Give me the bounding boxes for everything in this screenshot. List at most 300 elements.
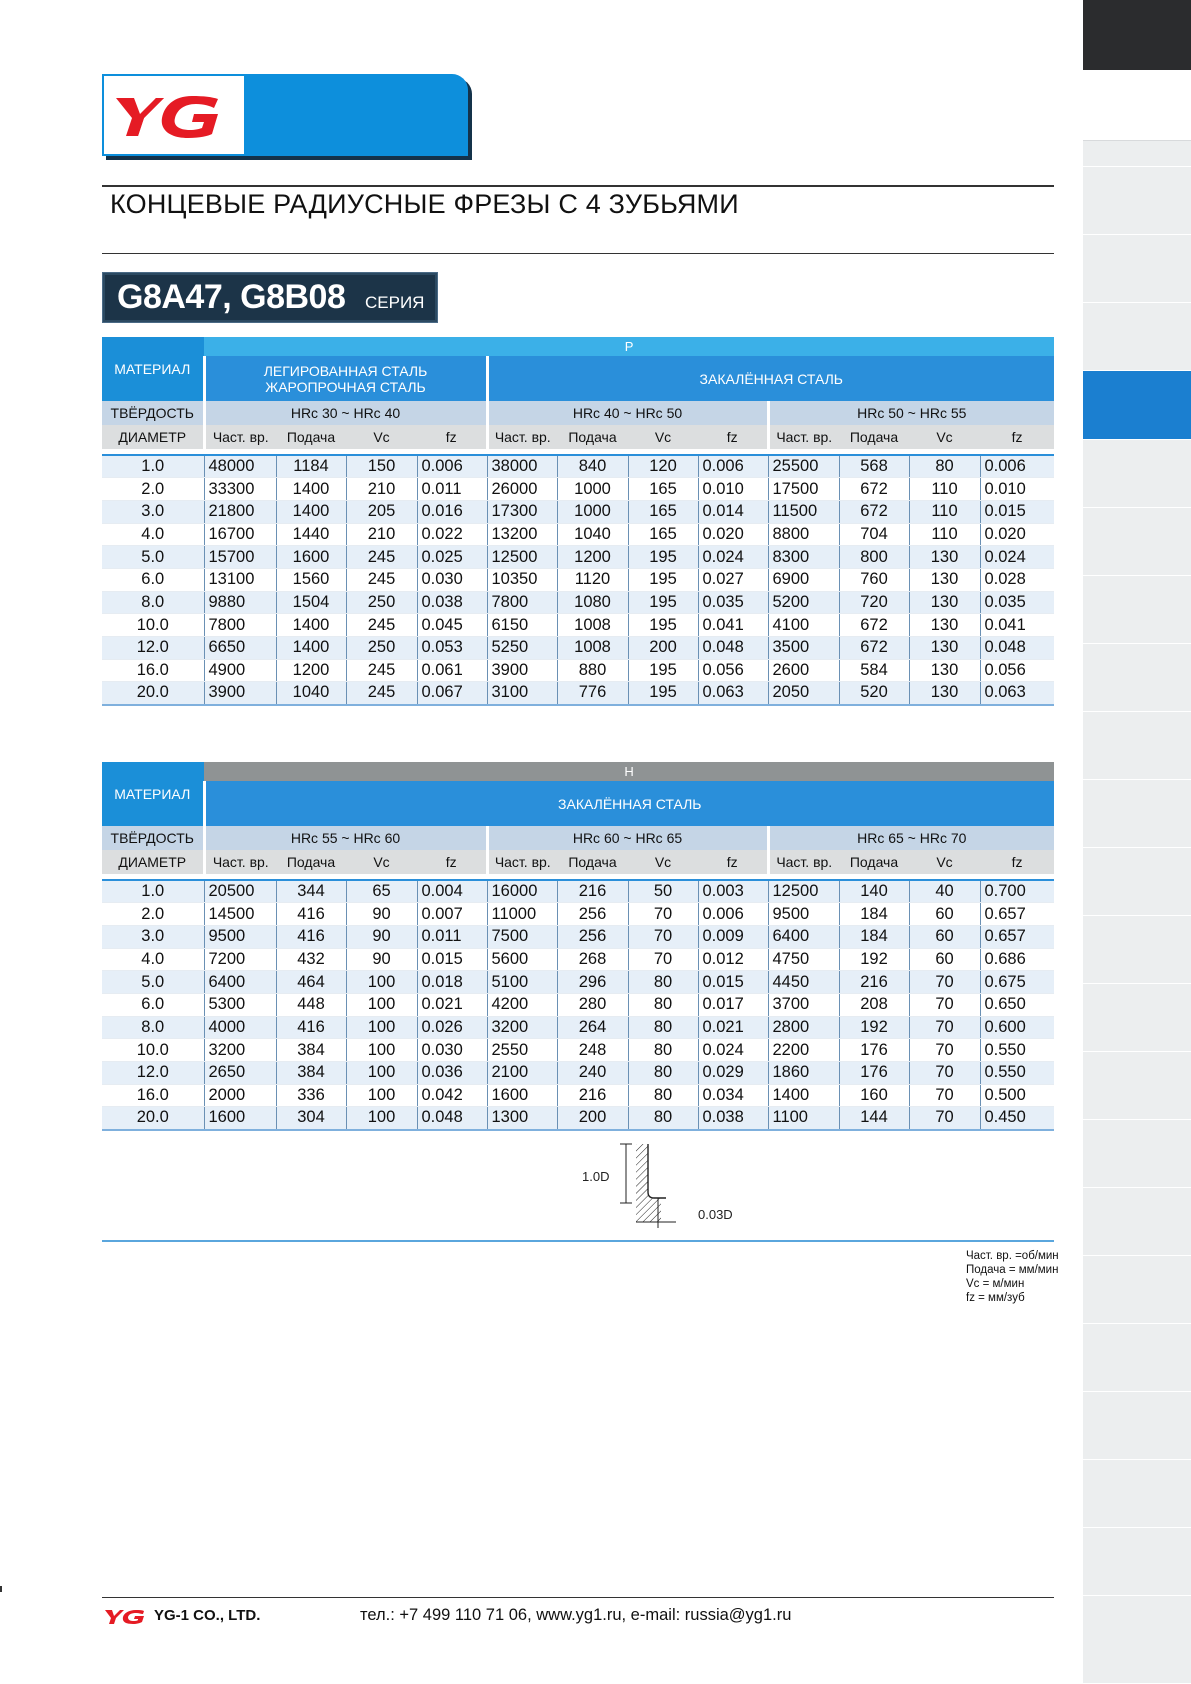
- value-cell: 256: [557, 903, 628, 926]
- value-cell: 80: [909, 455, 980, 478]
- value-cell: 17500: [768, 478, 839, 501]
- value-cell: 5250: [487, 637, 557, 660]
- column-header: Подача: [839, 850, 909, 874]
- value-cell: 0.029: [698, 1062, 768, 1085]
- value-cell: 165: [628, 500, 698, 523]
- diameter-cell: 1.0: [102, 880, 204, 903]
- value-cell: 1008: [557, 637, 628, 660]
- value-cell: 0.045: [417, 614, 487, 637]
- side-tab-14[interactable]: [1083, 848, 1191, 916]
- value-cell: 1200: [557, 546, 628, 569]
- column-header: Vc: [628, 425, 698, 449]
- value-cell: 80: [628, 971, 698, 994]
- value-cell: 0.027: [698, 568, 768, 591]
- value-cell: 720: [839, 591, 909, 614]
- side-tab-2[interactable]: [1083, 71, 1191, 141]
- value-cell: 248: [557, 1039, 628, 1062]
- brand-header: [102, 74, 472, 160]
- value-cell: 130: [909, 568, 980, 591]
- table-row: [102, 993, 1054, 1016]
- value-cell: 264: [557, 1016, 628, 1039]
- value-cell: 0.003: [698, 880, 768, 903]
- value-cell: 20500: [204, 880, 276, 903]
- table-row: [102, 971, 1054, 994]
- column-header: Част. вр.: [204, 425, 276, 449]
- value-cell: 672: [839, 637, 909, 660]
- value-cell: 3900: [487, 659, 557, 682]
- side-tab-21[interactable]: [1083, 1324, 1191, 1392]
- value-cell: 130: [909, 546, 980, 569]
- value-cell: 1440: [276, 523, 346, 546]
- diameter-cell: 4.0: [102, 948, 204, 971]
- column-header: fz: [698, 425, 768, 449]
- value-cell: 13200: [487, 523, 557, 546]
- value-cell: 100: [346, 1016, 417, 1039]
- unit-vc: Vc = м/мин: [966, 1278, 1025, 1290]
- value-cell: 33300: [204, 478, 276, 501]
- value-cell: 0.024: [980, 546, 1054, 569]
- column-header: fz: [698, 850, 768, 874]
- value-cell: 6400: [768, 925, 839, 948]
- table-row: [102, 1016, 1054, 1039]
- depth-label: 1.0D: [582, 1169, 610, 1184]
- value-cell: 184: [839, 903, 909, 926]
- value-cell: 0.657: [980, 925, 1054, 948]
- value-cell: 90: [346, 925, 417, 948]
- value-cell: 50: [628, 880, 698, 903]
- side-tab-strip: [1083, 0, 1191, 1684]
- material-label: МАТЕРИАЛ: [102, 337, 204, 401]
- title-rule-top: [102, 185, 1054, 187]
- value-cell: 7500: [487, 925, 557, 948]
- value-cell: 280: [557, 993, 628, 1016]
- side-tab-13[interactable]: [1083, 780, 1191, 848]
- value-cell: 1040: [276, 682, 346, 705]
- value-cell: 0.010: [698, 478, 768, 501]
- value-cell: 1400: [276, 478, 346, 501]
- units-legend: [966, 1249, 1059, 1305]
- side-tab-18[interactable]: [1083, 1120, 1191, 1188]
- value-cell: 1184: [276, 455, 346, 478]
- material-alloy-line1: ЛЕГИРОВАННАЯ СТАЛЬ: [263, 362, 428, 379]
- value-cell: 880: [557, 659, 628, 682]
- value-cell: 100: [346, 971, 417, 994]
- value-cell: 16000: [487, 880, 557, 903]
- value-cell: 70: [628, 948, 698, 971]
- value-cell: 0.024: [698, 1039, 768, 1062]
- value-cell: 4000: [204, 1016, 276, 1039]
- value-cell: 0.500: [980, 1084, 1054, 1107]
- value-cell: 48000: [204, 455, 276, 478]
- value-cell: 0.026: [417, 1016, 487, 1039]
- value-cell: 60: [909, 948, 980, 971]
- material-hardened-steel: ЗАКАЛЁННАЯ СТАЛЬ: [204, 781, 1054, 826]
- value-cell: 5200: [768, 591, 839, 614]
- value-cell: 4100: [768, 614, 839, 637]
- value-cell: 0.007: [417, 903, 487, 926]
- side-tab-3[interactable]: [1083, 141, 1191, 167]
- value-cell: 0.025: [417, 546, 487, 569]
- value-cell: 216: [557, 1084, 628, 1107]
- value-cell: 80: [628, 1016, 698, 1039]
- value-cell: 2550: [487, 1039, 557, 1062]
- value-cell: 0.017: [698, 993, 768, 1016]
- value-cell: 245: [346, 568, 417, 591]
- value-cell: 195: [628, 682, 698, 705]
- value-cell: 70: [628, 903, 698, 926]
- value-cell: 0.016: [417, 500, 487, 523]
- value-cell: 13100: [204, 568, 276, 591]
- value-cell: 216: [557, 880, 628, 903]
- value-cell: 0.038: [698, 1107, 768, 1130]
- value-cell: 176: [839, 1039, 909, 1062]
- value-cell: 4200: [487, 993, 557, 1016]
- side-tab-24[interactable]: [1083, 1528, 1191, 1596]
- value-cell: 16700: [204, 523, 276, 546]
- value-cell: 165: [628, 478, 698, 501]
- value-cell: 0.061: [417, 659, 487, 682]
- value-cell: 176: [839, 1062, 909, 1085]
- column-header-row: [102, 850, 1054, 874]
- value-cell: 584: [839, 659, 909, 682]
- value-cell: 0.006: [980, 455, 1054, 478]
- yg-logo: [104, 76, 244, 154]
- side-tab-6[interactable]: [1083, 303, 1191, 371]
- value-cell: 520: [839, 682, 909, 705]
- value-cell: 3900: [204, 682, 276, 705]
- value-cell: 130: [909, 637, 980, 660]
- value-cell: 3200: [204, 1039, 276, 1062]
- column-header: Част. вр.: [204, 850, 276, 874]
- side-tab-25[interactable]: [1083, 1596, 1191, 1684]
- side-tab-10[interactable]: [1083, 576, 1191, 644]
- value-cell: 800: [839, 546, 909, 569]
- value-cell: 0.036: [417, 1062, 487, 1085]
- value-cell: 0.030: [417, 568, 487, 591]
- value-cell: 2650: [204, 1062, 276, 1085]
- value-cell: 0.006: [698, 455, 768, 478]
- value-cell: 0.686: [980, 948, 1054, 971]
- value-cell: 25500: [768, 455, 839, 478]
- value-cell: 130: [909, 682, 980, 705]
- value-cell: 12500: [487, 546, 557, 569]
- column-header: Част. вр.: [487, 850, 557, 874]
- column-header: Vc: [346, 850, 417, 874]
- value-cell: 9500: [204, 925, 276, 948]
- column-header: Подача: [557, 425, 628, 449]
- side-tab-19[interactable]: [1083, 1188, 1191, 1256]
- value-cell: 0.028: [980, 568, 1054, 591]
- value-cell: 1000: [557, 500, 628, 523]
- value-cell: 210: [346, 523, 417, 546]
- value-cell: 432: [276, 948, 346, 971]
- value-cell: 0.053: [417, 637, 487, 660]
- value-cell: 672: [839, 478, 909, 501]
- value-cell: 1080: [557, 591, 628, 614]
- diameter-cell: 5.0: [102, 971, 204, 994]
- diameter-cell: 10.0: [102, 1039, 204, 1062]
- table-row: [102, 568, 1054, 591]
- value-cell: 5300: [204, 993, 276, 1016]
- value-cell: 1600: [487, 1084, 557, 1107]
- table-row: [102, 500, 1054, 523]
- side-tab-12[interactable]: [1083, 712, 1191, 780]
- value-cell: 1504: [276, 591, 346, 614]
- value-cell: 4450: [768, 971, 839, 994]
- value-cell: 240: [557, 1062, 628, 1085]
- value-cell: 0.035: [980, 591, 1054, 614]
- diameter-cell: 6.0: [102, 568, 204, 591]
- title-rule-bottom: [102, 253, 1054, 254]
- unit-rpm: Част. вр. =об/мин: [966, 1250, 1059, 1262]
- value-cell: 840: [557, 455, 628, 478]
- value-cell: 100: [346, 993, 417, 1016]
- column-header: Част. вр.: [768, 850, 839, 874]
- value-cell: 464: [276, 971, 346, 994]
- hardness-range-3: HRc 65 ~ HRc 70: [768, 826, 1054, 850]
- value-cell: 0.048: [417, 1107, 487, 1130]
- value-cell: 672: [839, 614, 909, 637]
- side-tab-16[interactable]: [1083, 984, 1191, 1052]
- footer-company: YG-1 CO., LTD.: [154, 1607, 261, 1624]
- value-cell: 245: [346, 546, 417, 569]
- side-tab-15[interactable]: [1083, 916, 1191, 984]
- value-cell: 100: [346, 1107, 417, 1130]
- value-cell: 80: [628, 1062, 698, 1085]
- value-cell: 0.006: [417, 455, 487, 478]
- value-cell: 1008: [557, 614, 628, 637]
- side-tab-4[interactable]: [1083, 167, 1191, 235]
- value-cell: 80: [628, 993, 698, 1016]
- value-cell: 2050: [768, 682, 839, 705]
- table-row: [102, 1084, 1054, 1107]
- value-cell: 0.056: [698, 659, 768, 682]
- value-cell: 130: [909, 591, 980, 614]
- value-cell: 7200: [204, 948, 276, 971]
- value-cell: 0.014: [698, 500, 768, 523]
- value-cell: 6900: [768, 568, 839, 591]
- diameter-cell: 16.0: [102, 659, 204, 682]
- table-row: [102, 614, 1054, 637]
- value-cell: 776: [557, 682, 628, 705]
- value-cell: 0.675: [980, 971, 1054, 994]
- value-cell: 0.012: [698, 948, 768, 971]
- value-cell: 0.020: [980, 523, 1054, 546]
- value-cell: 448: [276, 993, 346, 1016]
- value-cell: 2600: [768, 659, 839, 682]
- value-cell: 205: [346, 500, 417, 523]
- hardness-range-3: HRc 50 ~ HRc 55: [768, 401, 1054, 425]
- material-alloy-steel: [204, 356, 487, 401]
- value-cell: 2000: [204, 1084, 276, 1107]
- side-tab-active[interactable]: [1083, 371, 1191, 440]
- value-cell: 140: [839, 880, 909, 903]
- value-cell: 70: [909, 971, 980, 994]
- value-cell: 195: [628, 591, 698, 614]
- value-cell: 0.063: [980, 682, 1054, 705]
- value-cell: 14500: [204, 903, 276, 926]
- value-cell: 90: [346, 948, 417, 971]
- value-cell: 17300: [487, 500, 557, 523]
- diameter-cell: 8.0: [102, 591, 204, 614]
- material-alloy-line2: ЖАРОПРОЧНАЯ СТАЛЬ: [265, 378, 426, 395]
- value-cell: 0.650: [980, 993, 1054, 1016]
- value-cell: 195: [628, 546, 698, 569]
- value-cell: 210: [346, 478, 417, 501]
- footer-contact: тел.: +7 499 110 71 06, www.yg1.ru, e-mail: russia@yg1.ru: [360, 1606, 792, 1624]
- value-cell: 200: [628, 637, 698, 660]
- side-tab-23[interactable]: [1083, 1460, 1191, 1528]
- offset-label: 0.03D: [698, 1207, 733, 1222]
- value-cell: 1000: [557, 478, 628, 501]
- column-header: Част. вр.: [768, 425, 839, 449]
- value-cell: 0.011: [417, 478, 487, 501]
- value-cell: 245: [346, 614, 417, 637]
- hardness-range-1: HRc 55 ~ HRc 60: [204, 826, 487, 850]
- value-cell: 0.022: [417, 523, 487, 546]
- value-cell: 100: [346, 1062, 417, 1085]
- table-row: [102, 523, 1054, 546]
- side-tab-5[interactable]: [1083, 235, 1191, 303]
- column-header: Част. вр.: [487, 425, 557, 449]
- table-row: [102, 1107, 1054, 1130]
- value-cell: 3500: [768, 637, 839, 660]
- value-cell: 10350: [487, 568, 557, 591]
- value-cell: 2100: [487, 1062, 557, 1085]
- value-cell: 0.018: [417, 971, 487, 994]
- table-row: [102, 478, 1054, 501]
- value-cell: 245: [346, 682, 417, 705]
- value-cell: 0.021: [417, 993, 487, 1016]
- value-cell: 672: [839, 500, 909, 523]
- value-cell: 70: [909, 1107, 980, 1130]
- value-cell: 250: [346, 637, 417, 660]
- value-cell: 4750: [768, 948, 839, 971]
- value-cell: 0.009: [698, 925, 768, 948]
- side-tab-20[interactable]: [1083, 1256, 1191, 1324]
- value-cell: 60: [909, 925, 980, 948]
- column-header: Подача: [839, 425, 909, 449]
- value-cell: 150: [346, 455, 417, 478]
- value-cell: 0.021: [698, 1016, 768, 1039]
- value-cell: 70: [909, 1084, 980, 1107]
- value-cell: 200: [557, 1107, 628, 1130]
- side-tab-8[interactable]: [1083, 440, 1191, 508]
- value-cell: 268: [557, 948, 628, 971]
- value-cell: 195: [628, 659, 698, 682]
- diameter-cell: 2.0: [102, 478, 204, 501]
- value-cell: 0.015: [698, 971, 768, 994]
- value-cell: 90: [346, 903, 417, 926]
- table-row: [102, 903, 1054, 926]
- diameter-cell: 1.0: [102, 455, 204, 478]
- value-cell: 21800: [204, 500, 276, 523]
- value-cell: 184: [839, 925, 909, 948]
- value-cell: 11000: [487, 903, 557, 926]
- column-header: fz: [980, 850, 1054, 874]
- material-group-h: H: [204, 762, 1054, 781]
- value-cell: 9880: [204, 591, 276, 614]
- value-cell: 3100: [487, 682, 557, 705]
- value-cell: 304: [276, 1107, 346, 1130]
- side-tab-17[interactable]: [1083, 1052, 1191, 1120]
- diameter-cell: 8.0: [102, 1016, 204, 1039]
- value-cell: 12500: [768, 880, 839, 903]
- value-cell: 296: [557, 971, 628, 994]
- diameter-cell: 12.0: [102, 637, 204, 660]
- value-cell: 1400: [276, 637, 346, 660]
- value-cell: 130: [909, 659, 980, 682]
- value-cell: 1600: [204, 1107, 276, 1130]
- side-tab-9[interactable]: [1083, 508, 1191, 576]
- table-row: [102, 659, 1054, 682]
- value-cell: 1100: [768, 1107, 839, 1130]
- diameter-cell: 3.0: [102, 925, 204, 948]
- table-row: [102, 455, 1054, 478]
- hardness-range-2: HRc 40 ~ HRc 50: [487, 401, 768, 425]
- value-cell: 0.550: [980, 1039, 1054, 1062]
- value-cell: 1400: [276, 614, 346, 637]
- value-cell: 0.010: [980, 478, 1054, 501]
- column-header: fz: [417, 850, 487, 874]
- value-cell: 0.056: [980, 659, 1054, 682]
- value-cell: 3200: [487, 1016, 557, 1039]
- unit-fz: fz = мм/зуб: [966, 1292, 1025, 1304]
- table-row: [102, 637, 1054, 660]
- value-cell: 80: [628, 1107, 698, 1130]
- value-cell: 80: [628, 1084, 698, 1107]
- diameter-cell: 12.0: [102, 1062, 204, 1085]
- value-cell: 26000: [487, 478, 557, 501]
- value-cell: 0.067: [417, 682, 487, 705]
- side-tab-11[interactable]: [1083, 644, 1191, 712]
- side-tab-1[interactable]: [1083, 0, 1191, 71]
- value-cell: 7800: [487, 591, 557, 614]
- value-cell: 1600: [276, 546, 346, 569]
- value-cell: 704: [839, 523, 909, 546]
- value-cell: 0.041: [980, 614, 1054, 637]
- column-header: Подача: [557, 850, 628, 874]
- diameter-cell: 4.0: [102, 523, 204, 546]
- material-hardened-steel: ЗАКАЛЁННАЯ СТАЛЬ: [487, 356, 1054, 401]
- value-cell: 15700: [204, 546, 276, 569]
- cutting-data-table-h: [102, 762, 1054, 1131]
- side-tab-22[interactable]: [1083, 1392, 1191, 1460]
- value-cell: 384: [276, 1039, 346, 1062]
- value-cell: 1400: [276, 500, 346, 523]
- column-header-row: [102, 425, 1054, 449]
- value-cell: 38000: [487, 455, 557, 478]
- table-row: [102, 948, 1054, 971]
- footer-logo: [104, 1609, 150, 1625]
- diameter-cell: 3.0: [102, 500, 204, 523]
- value-cell: 0.038: [417, 591, 487, 614]
- value-cell: 1120: [557, 568, 628, 591]
- value-cell: 0.024: [698, 546, 768, 569]
- value-cell: 80: [628, 1039, 698, 1062]
- diameter-cell: 2.0: [102, 903, 204, 926]
- value-cell: 250: [346, 591, 417, 614]
- material-label: МАТЕРИАЛ: [102, 762, 204, 826]
- column-header: Vc: [346, 425, 417, 449]
- value-cell: 110: [909, 478, 980, 501]
- diameter-cell: 10.0: [102, 614, 204, 637]
- value-cell: 0.048: [980, 637, 1054, 660]
- value-cell: 384: [276, 1062, 346, 1085]
- value-cell: 70: [909, 993, 980, 1016]
- page-title: КОНЦЕВЫЕ РАДИУСНЫЕ ФРЕЗЫ С 4 ЗУБЬЯМИ: [110, 189, 739, 219]
- logo-panel: [104, 76, 244, 154]
